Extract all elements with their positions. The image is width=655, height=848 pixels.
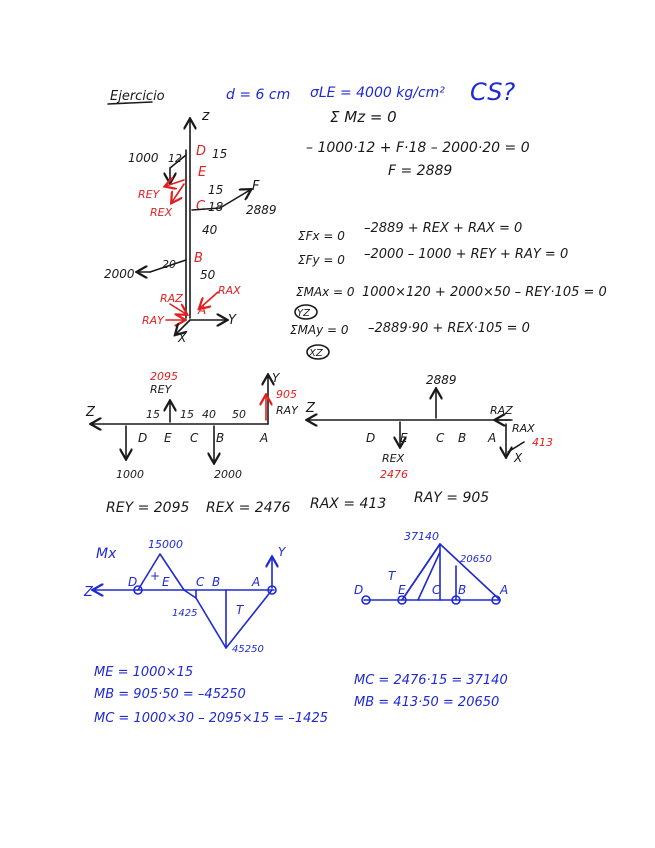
column-rax: RAX xyxy=(218,284,241,297)
column-axis-y: Y xyxy=(228,313,236,328)
column-arm-12: 12 xyxy=(168,152,182,165)
moment-yz-point-a: A xyxy=(252,575,261,589)
column-load-1000: 1000 xyxy=(128,151,159,165)
beam-yz-axis-z: Z xyxy=(86,405,95,420)
column-point-c: C xyxy=(196,199,206,214)
result-rex: REX = 2476 xyxy=(206,500,291,516)
beam-yz-span-50: 50 xyxy=(232,408,246,421)
column-spacing-18: 18 xyxy=(208,200,224,214)
eq-sfx-label: ΣFx = 0 xyxy=(298,229,345,243)
eq-sfy: –2000 – 1000 + REY + RAY = 0 xyxy=(364,247,569,262)
eq-sum-mz: Σ Mz = 0 xyxy=(330,108,397,126)
moment-yz-sign-t: T xyxy=(236,603,244,617)
column-rey: REY xyxy=(138,188,160,201)
beam-yz-load-2000: 2000 xyxy=(214,468,242,481)
beam-yz-ray-value: 905 xyxy=(276,388,297,401)
moment-yz-axis-y: Y xyxy=(278,545,286,559)
equations xyxy=(290,108,607,359)
column-load-2000: 2000 xyxy=(104,267,135,281)
moment-yz-sign-pos: + xyxy=(150,569,161,583)
moment-xz-point-a: A xyxy=(500,583,509,597)
moment-diagram-xz xyxy=(354,530,508,604)
beam-xz-axis-z: Z xyxy=(306,401,315,416)
moment-yz-mid: 1425 xyxy=(172,608,198,619)
column-spacing-15b: 15 xyxy=(208,183,224,197)
column-spacing-50: 50 xyxy=(200,268,216,282)
column-force-2889: 2889 xyxy=(246,203,277,217)
beam-yz-rey-label: REY xyxy=(150,383,172,396)
eq-yz-label: YZ xyxy=(297,308,310,319)
moment-calcs-right xyxy=(354,673,508,710)
moment-xz-point-c: C xyxy=(432,583,441,597)
eq-f-result: F = 2889 xyxy=(388,163,453,179)
beam-xz-point-b: B xyxy=(458,431,467,445)
moment-xz-point-d: D xyxy=(354,583,364,597)
calc-mc-right: MC = 2476·15 = 37140 xyxy=(354,673,508,688)
moment-yz-min: 45250 xyxy=(232,644,264,655)
eq-xz-label: XZ xyxy=(309,348,323,359)
moment-yz-point-e: E xyxy=(162,575,170,589)
beam-yz-point-c: C xyxy=(190,431,199,445)
moment-yz-point-b: B xyxy=(212,575,221,589)
beam-yz-ray-label: RAY xyxy=(276,404,298,417)
beam-yz-load-1000: 1000 xyxy=(116,468,144,481)
moment-yz-point-c: C xyxy=(196,575,205,589)
column-diagram xyxy=(104,108,277,345)
column-force-f: F xyxy=(252,179,260,194)
eq-sfy-label: ΣFy = 0 xyxy=(298,253,345,267)
column-rex: REX xyxy=(150,206,173,219)
beam-yz-span-15a: 15 xyxy=(146,408,160,421)
result-ray: RAY = 905 xyxy=(414,490,490,506)
reaction-results xyxy=(106,490,489,516)
moment-calcs-left xyxy=(94,665,328,726)
column-raz: RAZ xyxy=(160,292,183,305)
header-title: Ejercicio xyxy=(110,89,165,104)
beam-xz-point-e: E xyxy=(400,431,408,445)
moment-xz-point-e: E xyxy=(398,583,406,597)
beam-xz-rex-label: REX xyxy=(382,452,405,465)
moment-xz-point-b: B xyxy=(458,583,467,597)
beam-yz-axis-y: Y xyxy=(272,371,280,385)
beam-yz xyxy=(85,370,299,481)
beam-yz-point-d: D xyxy=(138,431,148,445)
beam-xz-rax-value: 413 xyxy=(532,436,553,449)
beam-yz-point-e: E xyxy=(164,431,172,445)
eq-sfx: –2889 + REX + RAX = 0 xyxy=(364,221,523,236)
beam-yz-rey-value: 2095 xyxy=(150,370,178,383)
moment-xz-sign-t: T xyxy=(388,569,396,583)
beam-xz-point-a: A xyxy=(488,431,497,445)
eq-smax: 1000×120 + 2000×50 – REY·105 = 0 xyxy=(362,285,607,300)
result-rax: RAX = 413 xyxy=(310,496,387,512)
result-rey: REY = 2095 xyxy=(106,500,190,516)
calc-mb-left: MB = 905·50 = –45250 xyxy=(94,687,246,702)
beam-xz-point-d: D xyxy=(366,431,376,445)
header-sigma: σLE = 4000 kg/cm² xyxy=(310,85,445,101)
column-arm-20: 20 xyxy=(162,258,176,271)
beam-yz-point-a: A xyxy=(260,431,269,445)
header-diameter: d = 6 cm xyxy=(226,87,291,103)
beam-yz-span-40: 40 xyxy=(202,408,216,421)
beam-yz-span-15b: 15 xyxy=(180,408,194,421)
moment-yz-axis-z: Z xyxy=(84,585,93,600)
beam-xz-rax-label: RAX xyxy=(512,422,535,435)
column-spacing-40: 40 xyxy=(202,223,218,237)
beam-xz-point-c: C xyxy=(436,431,445,445)
moment-xz-mid: 20650 xyxy=(460,554,492,565)
moment-yz-label: Mx xyxy=(96,546,117,562)
column-axis-z: z xyxy=(202,108,210,124)
beam-xz xyxy=(305,373,553,481)
eq-mz: – 1000·12 + F·18 – 2000·20 = 0 xyxy=(306,140,530,156)
moment-yz-point-d: D xyxy=(128,575,138,589)
beam-xz-load-2889: 2889 xyxy=(426,373,457,387)
calc-me: ME = 1000×15 xyxy=(94,665,194,680)
beam-xz-raz-label: RAZ xyxy=(490,404,513,417)
eq-smay-label: ΣMAy = 0 xyxy=(290,323,349,337)
calc-mb-right: MB = 413·50 = 20650 xyxy=(354,695,500,710)
column-point-b: B xyxy=(194,251,203,266)
moment-yz-peak: 15000 xyxy=(148,538,183,551)
beam-yz-point-b: B xyxy=(216,431,225,445)
eq-smay: –2889·90 + REX·105 = 0 xyxy=(368,321,530,336)
calc-mc-left: MC = 1000×30 – 2095×15 = –1425 xyxy=(94,711,328,726)
column-point-a: A xyxy=(198,303,207,317)
header xyxy=(108,78,515,106)
column-point-d: D xyxy=(196,144,207,159)
header-question: CS? xyxy=(470,78,516,106)
moment-diagram-yz xyxy=(83,538,287,655)
column-ray: RAY xyxy=(142,314,164,327)
moment-xz-peak: 37140 xyxy=(404,530,439,543)
beam-xz-rex-value: 2476 xyxy=(380,468,408,481)
beam-xz-axis-x: X xyxy=(514,451,523,465)
column-spacing-15a: 15 xyxy=(212,147,228,161)
column-point-e: E xyxy=(198,165,207,180)
eq-smax-label: ΣMAx = 0 xyxy=(296,285,355,299)
column-axis-x: X xyxy=(178,331,187,345)
